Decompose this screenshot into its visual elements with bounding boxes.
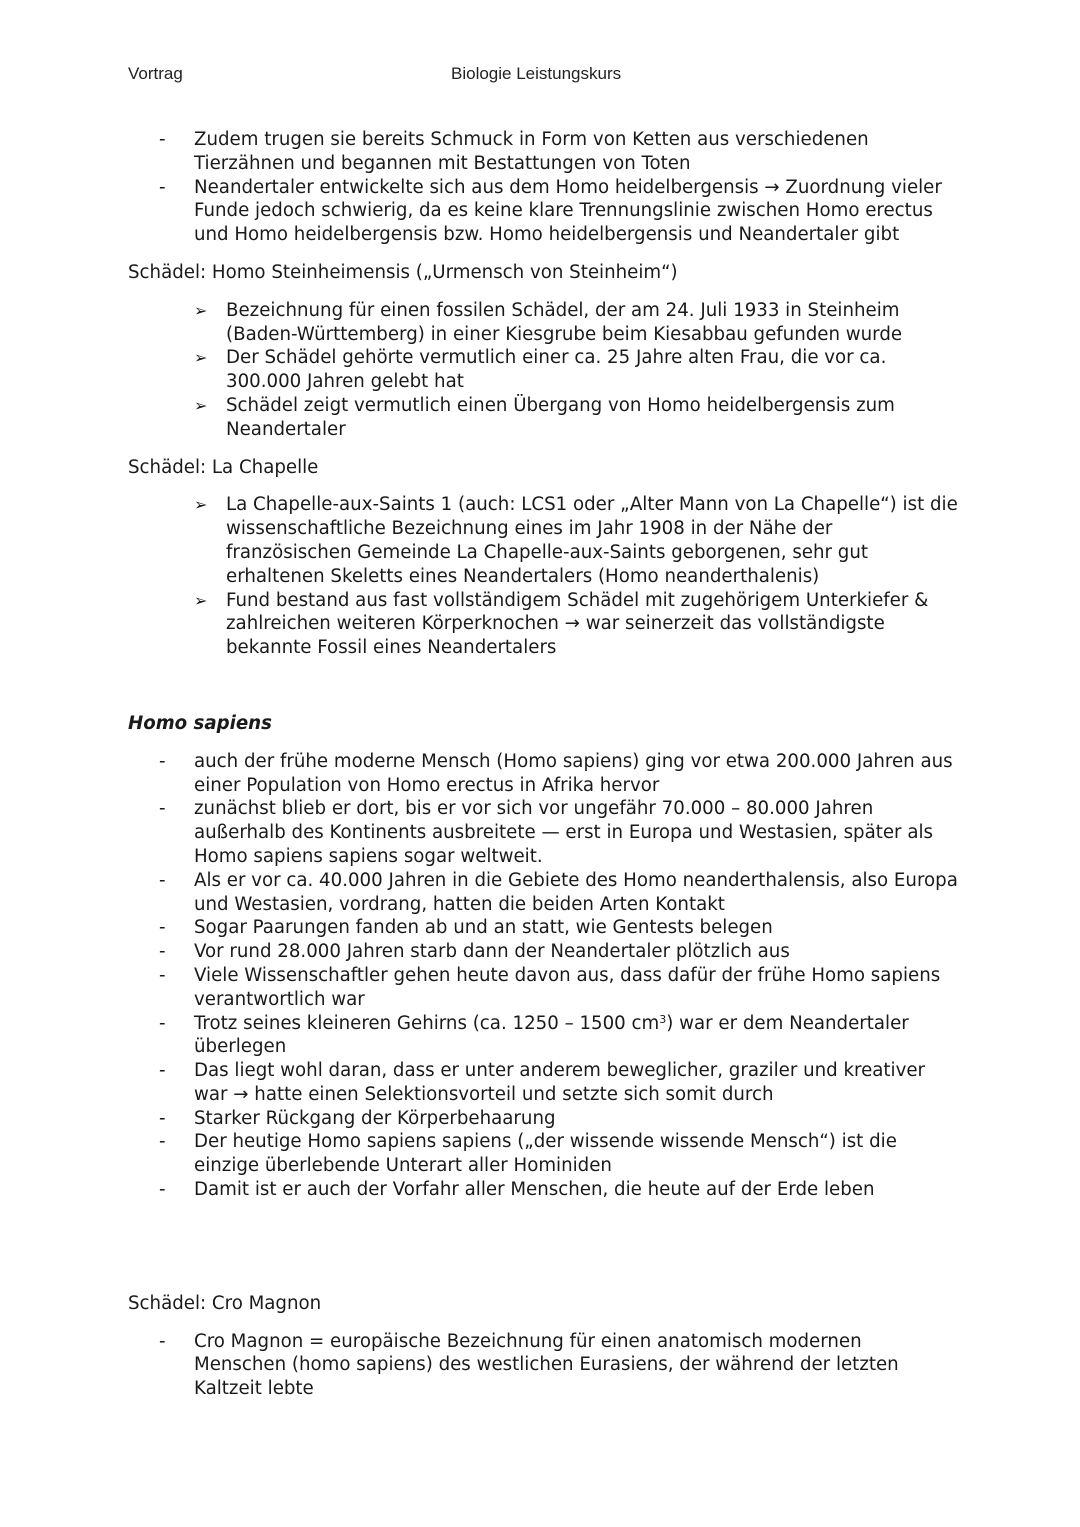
list-item: - Neandertaler entwickelte sich aus dem Homo heidelbergensis → Zuordnung vieler Funde jedoch schwierig, da es keine klare Trennungslinie zwischen Homo erectus und Homo heidelbergensis bzw. Homo heidelbergensis und Neandertaler gibt <box>159 176 942 246</box>
section-heading-chapelle: Schädel: La Chapelle <box>128 456 319 478</box>
list-item: ➢ Bezeichnung für einen fossilen Schädel, der am 24. Juli 1933 in Steinheim (Baden-Württemberg) in einer Kiesgrube beim Kiesabbau gefunden wurde <box>194 299 903 345</box>
sapiens-list <box>128 750 958 1202</box>
dash-bullet: - <box>159 964 166 986</box>
dash-bullet: - <box>159 869 166 891</box>
list-item: - Trotz seines kleineren Gehirns (ca. 1250 – 1500 $cm^3$) war er dem Neandertaler überlegen <box>159 1012 909 1058</box>
list-item: ➢ Schädel zeigt vermutlich einen Übergang von Homo heidelbergensis zum Neandertaler <box>194 394 895 440</box>
dash-bullet: - <box>159 1131 166 1153</box>
dash-bullet: - <box>159 1060 166 1082</box>
dash-bullet: - <box>159 1107 166 1129</box>
list-item: - Sogar Paarungen fanden ab und an statt, wie Gentests belegen <box>159 917 773 939</box>
page-header <box>0 64 1080 90</box>
list-item: - Viele Wissenschaftler gehen heute davon aus, dass dafür der frühe Homo sapiens verantwortlich war <box>159 964 941 1010</box>
intro-list <box>128 128 958 247</box>
dash-bullet: - <box>159 129 166 150</box>
header-left: Vortrag <box>128 64 183 83</box>
header-center: Biologie Leistungskurs <box>451 64 622 83</box>
dash-bullet: - <box>159 917 166 939</box>
list-item: - Der heutige Homo sapiens sapiens („der wissende wissende Mensch“) ist die einzige überlebende Unterart aller Hominiden <box>159 1131 897 1177</box>
list-item: ➢ Der Schädel gehörte vermutlich einer ca. 25 Jahre alten Frau, die vor ca. 300.000 Jahren gelebt hat <box>194 347 887 393</box>
arrow-bullet-icon: ➢ <box>194 590 208 610</box>
list-item: - Zudem trugen sie bereits Schmuck in Form von Ketten aus verschiedenen Tierzähnen und begannen mit Bestattungen von Toten <box>159 129 869 174</box>
arrow-bullet-icon: ➢ <box>194 395 208 415</box>
section-heading-sapiens: Homo sapiens <box>128 712 272 734</box>
dash-bullet: - <box>159 798 166 820</box>
dash-bullet: - <box>159 176 166 198</box>
dash-bullet: - <box>159 750 166 772</box>
list-item: - Als er vor ca. 40.000 Jahren in die Gebiete des Homo neanderthalensis, also Europa und Westasien, vordrang, hatten die beiden Arten Kontakt <box>159 869 958 915</box>
list-item: - Das liegt wohl daran, dass er unter anderem beweglicher, graziler und kreativer war → hatte einen Selektionsvorteil und setzte sich somit durch <box>159 1060 926 1105</box>
list-item: - Cro Magnon = europäische Bezeichnung für einen anatomisch modernen Menschen (homo sapiens) des westlichen Eurasiens, der während der letzten Kaltzeit lebte <box>159 1330 899 1400</box>
dash-bullet: - <box>159 1012 166 1034</box>
list-item: - auch der frühe moderne Mensch (Homo sapiens) ging vor etwa 200.000 Jahren aus einer Population von Homo erectus in Afrika hervor <box>159 750 953 796</box>
cromagnon-list <box>128 1330 958 1401</box>
section-heading-steinheim: Schädel: Homo Steinheimensis („Urmensch von Steinheim“) <box>128 261 678 283</box>
dash-bullet: - <box>159 1179 166 1201</box>
list-item: - Damit ist er auch der Vorfahr aller Menschen, die heute auf der Erde leben <box>159 1179 875 1201</box>
list-item: ➢ Fund bestand aus fast vollständigem Schädel mit zugehörigem Unterkiefer & zahlreichen weiteren Körperknochen → war seinerzeit das vollständigste bekannte Fossil eines Neandertalers <box>194 589 929 659</box>
dash-bullet: - <box>159 1330 166 1352</box>
section-heading-cromagnon: Schädel: Cro Magnon <box>128 1292 322 1314</box>
dash-bullet: - <box>159 941 166 963</box>
list-item: ➢ La Chapelle-aux-Saints 1 (auch: LCS1 oder „Alter Mann von La Chapelle“) ist die wissenschaftliche Bezeichnung eines im Jahr 1908 in der Nähe der französischen Gemeinde La Chapelle-aux-Saints geborgenen, sehr gut erhaltenen Skeletts eines Neandertalers (Homo neanderthalenis) <box>194 494 958 587</box>
steinheim-list <box>128 299 958 442</box>
chapelle-list <box>128 493 958 660</box>
arrow-bullet-icon: ➢ <box>194 348 208 368</box>
document-body <box>128 128 958 1401</box>
list-item: - Starker Rückgang der Körperbehaarung <box>159 1107 556 1129</box>
arrow-bullet-icon: ➢ <box>194 300 208 320</box>
list-item: - zunächst blieb er dort, bis er vor sich vor ungefähr 70.000 – 80.000 Jahren außerhalb des Kontinents ausbreitete — erst in Europa und Westasien, später als Homo sapiens sapiens sogar weltweit. <box>159 798 933 867</box>
list-item: - Vor rund 28.000 Jahren starb dann der Neandertaler plötzlich aus <box>159 941 790 963</box>
arrow-bullet-icon: ➢ <box>194 495 208 515</box>
